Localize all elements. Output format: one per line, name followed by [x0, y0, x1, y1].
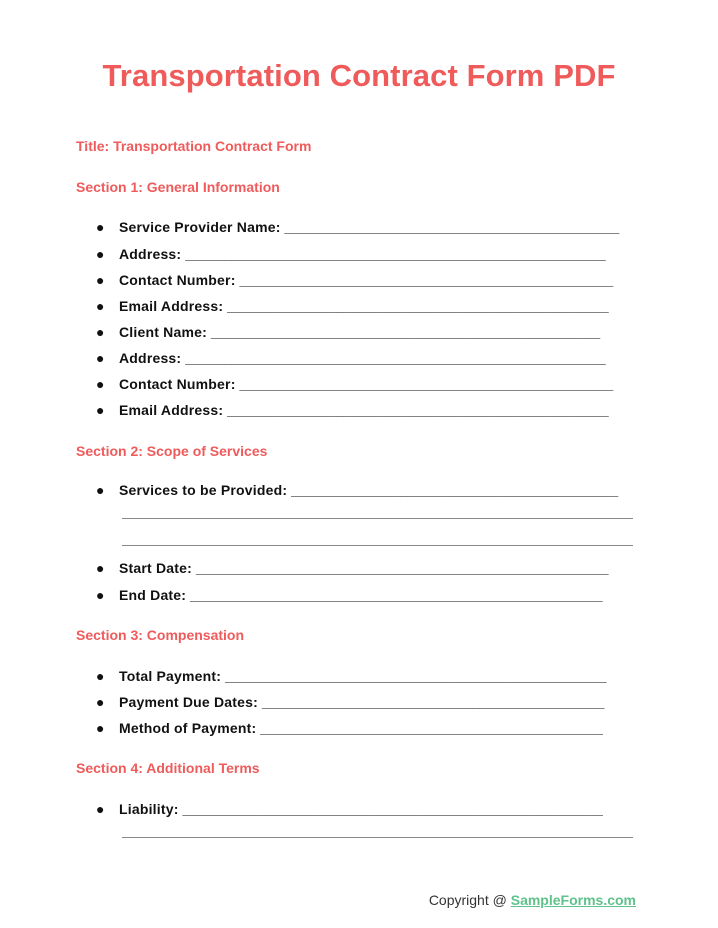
bullet-icon: ● [96, 720, 105, 736]
section-3-heading: Section 3: Compensation [76, 627, 245, 643]
field-label: End Date: [119, 587, 187, 603]
field-label: Contact Number: [119, 272, 236, 288]
bullet-icon: ● [96, 560, 105, 576]
section-4-heading: Section 4: Additional Terms [76, 760, 260, 776]
field-blank-line[interactable]: __________________________________________ [291, 482, 619, 498]
bullet-icon: ● [96, 668, 105, 684]
bullet-icon: ● [96, 324, 105, 340]
field-client-email[interactable] [96, 402, 609, 418]
bullet-icon: ● [96, 219, 105, 235]
field-blank-line[interactable]: ________________________________________________ [239, 376, 614, 392]
field-label: Liability: [119, 801, 179, 817]
field-service-provider-name[interactable] [96, 219, 619, 235]
field-blank-line[interactable]: ______________________________________________________ [185, 350, 606, 366]
page-title: Transportation Contract Form PDF [102, 58, 616, 93]
footer-prefix: Copyright @ [428, 892, 511, 908]
field-label: Email Address: [119, 402, 224, 418]
field-provider-email[interactable] [96, 298, 609, 314]
bullet-icon: ● [96, 694, 105, 710]
document-title-heading: Title: Transportation Contract Form [76, 138, 312, 154]
services-extra-line-2[interactable] [122, 545, 633, 546]
field-label: Email Address: [119, 298, 224, 314]
field-start-date[interactable] [96, 560, 609, 576]
field-label: Total Payment: [119, 668, 222, 684]
field-blank-line[interactable]: ___________________________________________ [284, 219, 620, 235]
field-provider-contact-number[interactable] [96, 272, 613, 288]
field-blank-line[interactable]: ________________________________________________ [239, 272, 614, 288]
footer-brand-link[interactable]: SampleForms.com [510, 892, 636, 908]
field-end-date[interactable] [96, 587, 603, 603]
footer-copyright [429, 892, 636, 908]
field-total-payment[interactable] [96, 668, 607, 684]
bullet-icon: ● [96, 298, 105, 314]
bullet-icon: ● [96, 801, 105, 817]
field-label: Client Name: [119, 324, 207, 340]
field-blank-line[interactable]: ____________________________________________ [261, 694, 605, 710]
field-label: Method of Payment: [119, 720, 257, 736]
field-blank-line[interactable]: _________________________________________________ [225, 668, 607, 684]
bullet-icon: ● [96, 376, 105, 392]
field-label: Contact Number: [119, 376, 236, 392]
bullet-icon: ● [96, 402, 105, 418]
field-blank-line[interactable]: _________________________________________________ [227, 298, 609, 314]
field-provider-address[interactable] [96, 246, 606, 262]
field-blank-line[interactable]: _____________________________________________________ [190, 587, 603, 603]
field-blank-line[interactable]: ____________________________________________ [260, 720, 603, 736]
bullet-icon: ● [96, 246, 105, 262]
field-blank-line[interactable]: ______________________________________________________ [185, 246, 606, 262]
field-blank-line[interactable]: __________________________________________________ [210, 324, 601, 340]
field-label: Payment Due Dates: [119, 694, 258, 710]
field-blank-line[interactable]: ______________________________________________________ [182, 801, 603, 817]
field-label: Address: [119, 350, 182, 366]
field-label: Start Date: [119, 560, 192, 576]
field-client-address[interactable] [96, 350, 606, 366]
field-blank-line[interactable]: _________________________________________________ [227, 402, 609, 418]
section-2-heading: Section 2: Scope of Services [76, 443, 268, 459]
section-1-heading: Section 1: General Information [76, 179, 280, 195]
bullet-icon: ● [96, 587, 105, 603]
bullet-icon: ● [96, 482, 105, 498]
field-client-contact-number[interactable] [96, 376, 613, 392]
field-payment-due-dates[interactable] [96, 694, 604, 710]
field-label: Services to be Provided: [119, 482, 288, 498]
field-liability[interactable] [96, 801, 603, 817]
field-label: Address: [119, 246, 182, 262]
services-extra-line-1[interactable] [122, 518, 633, 519]
field-method-of-payment[interactable] [96, 720, 603, 736]
liability-extra-line[interactable] [122, 837, 633, 838]
field-blank-line[interactable]: _____________________________________________________ [195, 560, 609, 576]
field-services-provided[interactable] [96, 482, 618, 498]
bullet-icon: ● [96, 350, 105, 366]
field-label: Service Provider Name: [119, 219, 281, 235]
bullet-icon: ● [96, 272, 105, 288]
field-client-name[interactable] [96, 324, 600, 340]
